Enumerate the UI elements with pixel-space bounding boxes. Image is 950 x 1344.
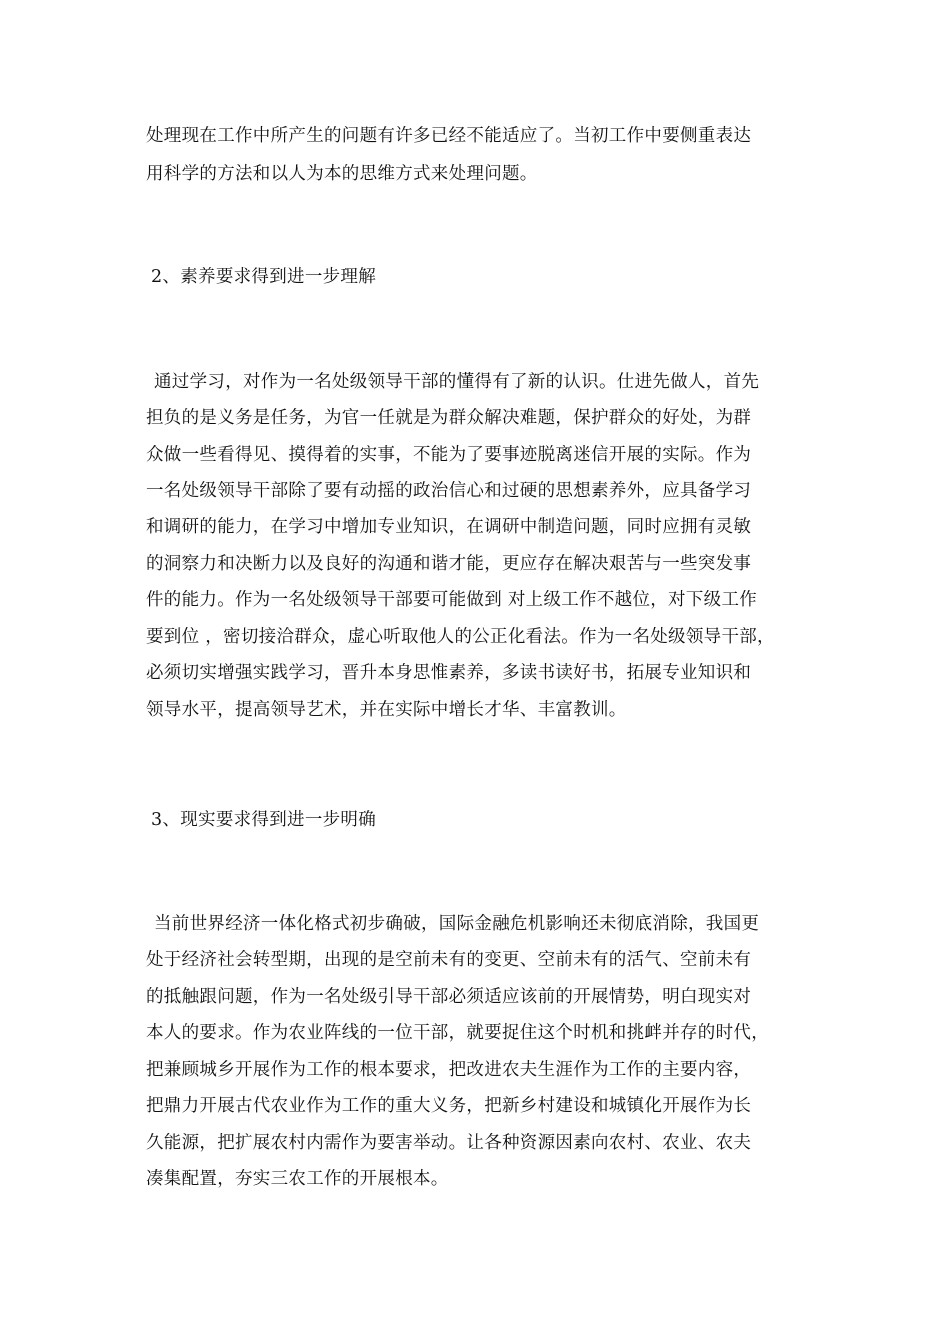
paragraph-line: 担负的是义务是任务，为官一任就是为群众解决难题，保护群众的好处，为群	[146, 408, 752, 428]
paragraph-line: 和调研的能力，在学习中增加专业知识，在调研中制造问题，同时应拥有灵敏	[146, 517, 752, 537]
paragraph-line: 把兼顾城乡开展作为工作的根本要求，把改进农夫生涯作为工作的主要内容，	[146, 1060, 752, 1080]
paragraph-line: 必须切实增强实践学习，晋升本身思惟素养，多读书读好书，拓展专业知识和	[146, 663, 752, 683]
paragraph-line: 一名处级领导干部除了要有动摇的政治信心和过硬的思想素养外，应具备学习	[146, 481, 752, 501]
paragraph-line	[146, 912, 759, 936]
paragraph-line: 把鼎力开展古代农业作为工作的重大义务，把新乡村建设和城镇化开展作为长	[146, 1096, 752, 1116]
paragraph-line: 的洞察力和决断力以及良好的沟通和谐才能，更应存在解决艰苦与一些突发事	[146, 554, 752, 574]
paragraph-line: 件的能力。作为一名处级领导干部要可能做到 对上级工作不越位，对下级工作	[146, 590, 758, 610]
paragraph-line-text: 通过学习，对作为一名处级领导干部的懂得有了新的认识。仕进先做人，首先	[154, 372, 760, 392]
paragraph-line: 众做一些看得见、摸得着的实事，不能为了要事迹脱离迷信开展的实际。作为	[146, 445, 752, 465]
paragraph-line: 要到位 ，密切接洽群众，虚心听取他人的公正化看法。作为一名处级领导干部，	[146, 627, 775, 647]
paragraph-line: 久能源，把扩展农村内需作为要害举动。让各种资源因素向农村、农业、农夫	[146, 1133, 752, 1153]
paragraph-line: 凑集配置，夯实三农工作的开展根本。	[146, 1169, 449, 1189]
paragraph-line: 的抵触跟问题，作为一名处级引导干部必须适应该前的开展情势，明白现实对	[146, 987, 752, 1007]
section-heading: 3、现实要求得到进一步明确	[151, 810, 377, 830]
paragraph-line: 处于经济社会转型期，出现的是空前未有的变更、空前未有的活气、空前未有	[146, 950, 752, 970]
paragraph-line	[146, 370, 759, 394]
section-heading: 2、素养要求得到进一步理解	[151, 267, 377, 287]
paragraph-line: 用科学的方法和以人为本的思维方式来处理问题。	[146, 164, 538, 184]
paragraph-line: 处理现在工作中所产生的问题有许多已经不能适应了。当初工作中要侧重表达	[146, 126, 752, 146]
paragraph-line: 本人的要求。作为农业阵线的一位干部，就要捉住这个时机和挑衅并存的时代，	[146, 1023, 769, 1043]
paragraph-line-text: 当前世界经济一体化格式初步确破，国际金融危机影响还未彻底消除，我国更	[154, 914, 760, 934]
paragraph-line: 领导水平，提高领导艺术，并在实际中增长才华、丰富教训。	[146, 700, 627, 720]
